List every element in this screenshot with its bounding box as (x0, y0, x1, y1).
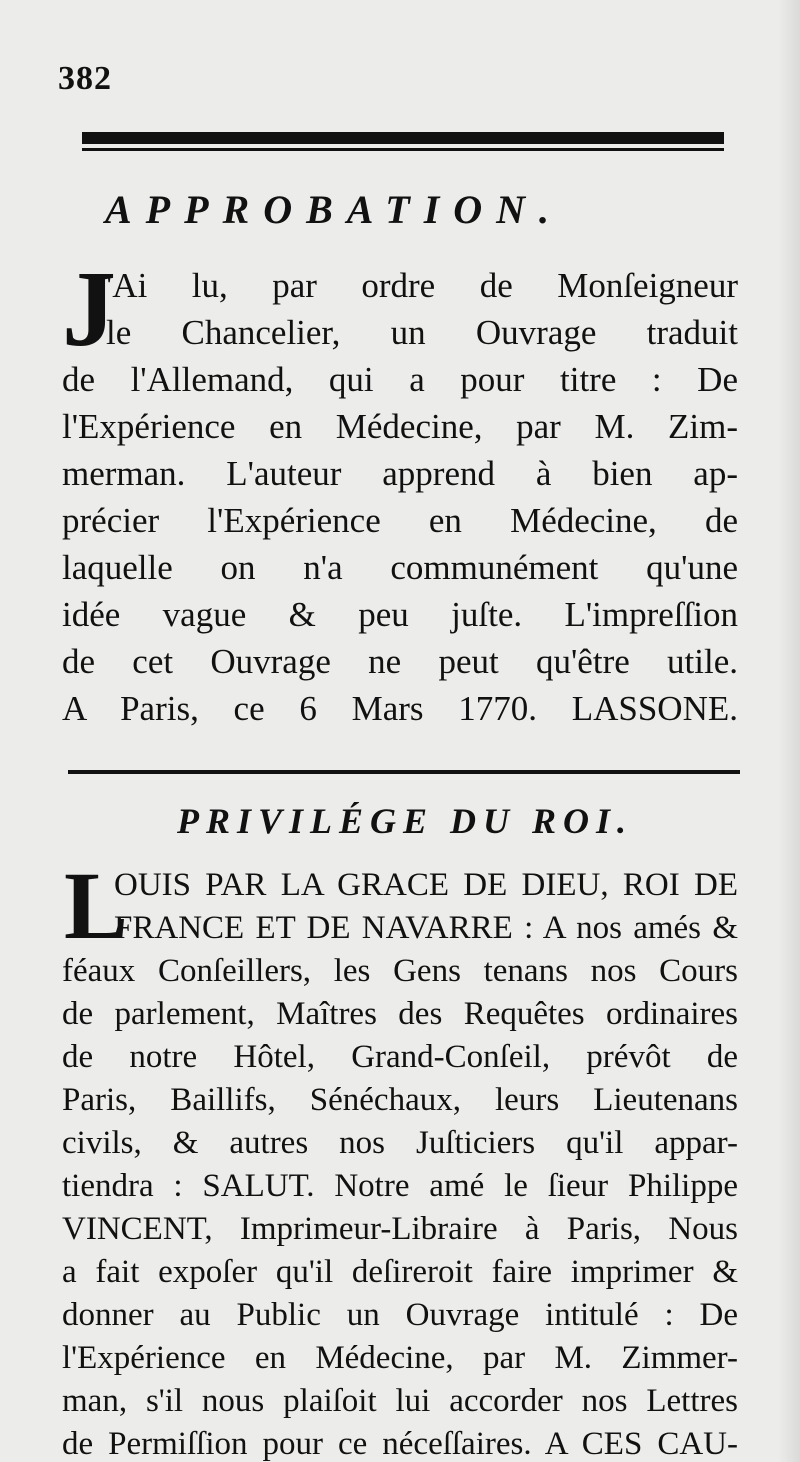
rule-thin (82, 148, 724, 151)
text-line: de l'Allemand, qui a pour titre : De (62, 360, 738, 399)
approbation-drop-cap: J (62, 250, 116, 369)
text-line: l'Expérience en Médecine, par M. Zimmer- (62, 1340, 738, 1376)
text-line: merman. L'auteur apprend à bien ap- (62, 454, 738, 493)
text-line: idée vague & peu juſte. L'impreſſion (62, 595, 738, 634)
text-line: précier l'Expérience en Médecine, de (62, 501, 738, 540)
header-double-rule (82, 132, 724, 154)
privilege-drop-cap: L (64, 852, 129, 959)
text-line: l'Expérience en Médecine, par M. Zim- (62, 407, 738, 446)
text-line: laquelle on n'a communément qu'une (62, 548, 738, 587)
page-number: 382 (58, 60, 112, 97)
approbation-text (62, 250, 738, 732)
text-line: tiendra : SALUT. Notre amé le ſieur Philippe (62, 1168, 738, 1204)
text-line: a fait expoſer qu'il deſireroit faire imprimer & (62, 1254, 738, 1290)
text-line: de parlement, Maîtres des Requêtes ordinaires (62, 996, 738, 1032)
text-line: VINCENT, Imprimeur-Libraire à Paris, Nous (62, 1211, 738, 1247)
text-line: féaux Conſeillers, les Gens tenans nos Cours (62, 953, 738, 989)
text-line: OUIS PAR LA GRACE DE DIEU, ROI DE (114, 867, 738, 903)
text-line: Paris, Baillifs, Sénéchaux, leurs Lieutenans (62, 1082, 738, 1118)
text-line: 'Ai lu, par ordre de Monſeigneur (106, 266, 738, 305)
text-line: donner au Public un Ouvrage intitulé : De (62, 1297, 738, 1333)
text-line: le Chancelier, un Ouvrage traduit (106, 313, 738, 352)
text-line: de cet Ouvrage ne peut qu'être utile. (62, 642, 738, 681)
text-line: civils, & autres nos Juſticiers qu'il appar- (62, 1125, 738, 1161)
privilege-text (62, 852, 738, 1462)
text-line: man, s'il nous plaiſoit lui accorder nos Lettres (62, 1383, 738, 1419)
text-line: FRANCE ET DE NAVARRE : A nos amés & (114, 910, 738, 946)
text-line: A Paris, ce 6 Mars 1770. LASSONE. (62, 689, 738, 728)
approbation-title: APPROBATION. (105, 187, 564, 232)
section-rule (68, 770, 740, 774)
text-line: de notre Hôtel, Grand-Conſeil, prévôt de (62, 1039, 738, 1075)
rule-thick (82, 132, 724, 144)
text-line: de Permiſſion pour ce néceſſaires. A CES CAU- (62, 1426, 738, 1462)
privilege-title: PRIVILÉGE DU ROI. (176, 801, 634, 841)
